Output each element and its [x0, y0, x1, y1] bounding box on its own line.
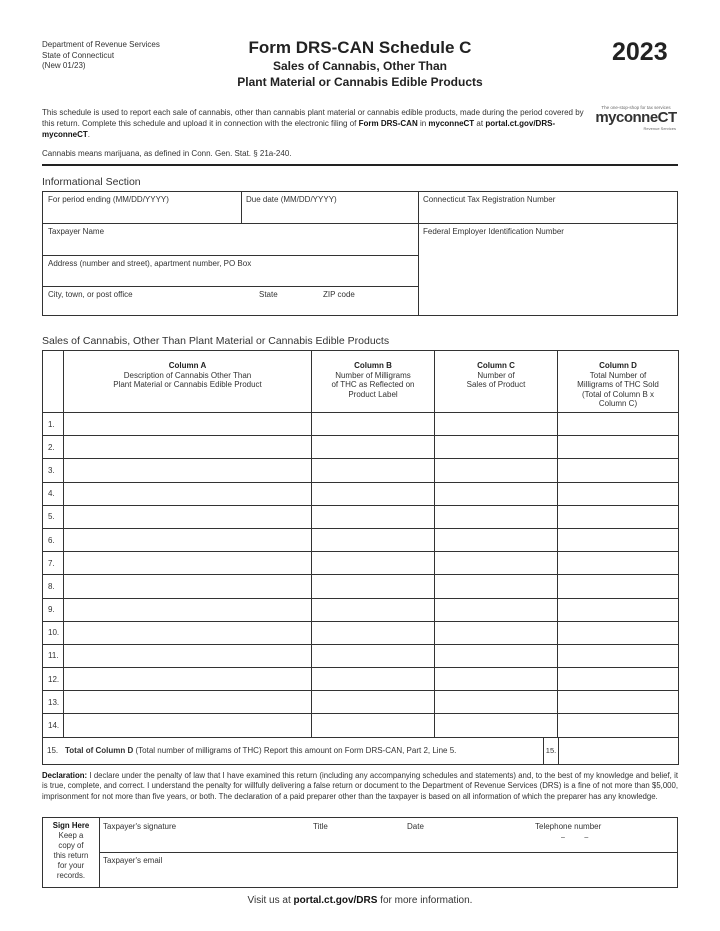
- column-d-cell[interactable]: [558, 436, 679, 459]
- form-subtitle-1: Sales of Cannabis, Other Than: [272, 59, 448, 73]
- sign-here-label: [43, 821, 99, 881]
- column-a-cell[interactable]: [64, 714, 312, 737]
- column-d-cell[interactable]: [558, 505, 679, 528]
- table-row: [43, 575, 679, 598]
- footer-link[interactable]: portal.ct.gov/DRS: [293, 895, 378, 906]
- column-b-cell[interactable]: [312, 459, 435, 482]
- column-c-header: [435, 351, 558, 413]
- column-b-cell[interactable]: [312, 482, 435, 505]
- sign-note: Keep a: [58, 831, 84, 840]
- column-d-cell[interactable]: [558, 668, 679, 691]
- telephone-dashes: – –: [561, 834, 589, 841]
- form-title: Form DRS-CAN Schedule C: [248, 38, 472, 57]
- column-desc: Description of Cannabis Other Than: [123, 370, 252, 380]
- intro-url[interactable]: portal.ct.gov/DRS-myconneCT: [42, 119, 556, 139]
- column-b-cell[interactable]: [312, 714, 435, 737]
- fein-field[interactable]: Federal Employer Identification Number: [423, 227, 564, 236]
- logo-word: myconneCT: [595, 109, 677, 126]
- column-a-cell[interactable]: [64, 668, 312, 691]
- total-row-number-right: 15.: [543, 738, 559, 764]
- table-row: [43, 621, 679, 644]
- intro-text: .: [87, 130, 91, 139]
- row-number: 10.: [43, 621, 64, 644]
- column-a-cell[interactable]: [64, 505, 312, 528]
- column-a-cell[interactable]: [64, 644, 312, 667]
- sign-note: copy of: [58, 841, 84, 850]
- row-number: 5.: [43, 505, 64, 528]
- row-number-header: [43, 351, 64, 413]
- column-desc: of THC as Reflected on: [331, 380, 415, 389]
- table-row: [43, 598, 679, 621]
- column-d-cell[interactable]: [558, 714, 679, 737]
- column-b-cell[interactable]: [312, 552, 435, 575]
- column-d-cell[interactable]: [558, 575, 679, 598]
- info-divider: [43, 286, 418, 287]
- column-b-cell[interactable]: [312, 436, 435, 459]
- header-divider: [42, 164, 678, 166]
- column-d-cell[interactable]: [558, 598, 679, 621]
- title-field[interactable]: Title: [313, 822, 328, 831]
- declaration-label: Declaration:: [42, 771, 88, 780]
- info-divider: [241, 192, 242, 223]
- intro-text: This schedule is used to report each sale of cannabis, other than cannabis plant material or cannabis edible products, made during the period covered by this return. Complete this schedule and upload it in connection with the electronic filing of: [42, 108, 584, 128]
- table-row: [43, 413, 679, 436]
- column-desc: Number of Milligrams: [335, 370, 411, 380]
- taxpayer-name-field[interactable]: Taxpayer Name: [48, 227, 105, 236]
- form-subtitle-2: Plant Material or Cannabis Edible Products: [237, 75, 483, 89]
- column-a-cell[interactable]: [64, 482, 312, 505]
- column-a-cell[interactable]: [64, 459, 312, 482]
- column-desc: (Total of Column B x: [581, 389, 655, 399]
- info-divider: [418, 192, 419, 315]
- column-head: Column A: [168, 361, 207, 370]
- column-c-cell[interactable]: [435, 575, 558, 598]
- column-d-cell[interactable]: [558, 459, 679, 482]
- column-d-cell[interactable]: [558, 482, 679, 505]
- sign-note: records.: [56, 871, 86, 880]
- sign-title: Sign Here: [52, 821, 90, 830]
- table-row: [43, 436, 679, 459]
- column-c-cell[interactable]: [435, 668, 558, 691]
- cannabis-definition: Cannabis means marijuana, as defined in Conn. Gen. Stat. § 21a-240.: [42, 149, 292, 158]
- info-section-title: Informational Section: [42, 176, 141, 188]
- column-c-cell[interactable]: [435, 528, 558, 551]
- column-d-cell[interactable]: [558, 644, 679, 667]
- column-d-cell[interactable]: [558, 552, 679, 575]
- table-row: [43, 691, 679, 714]
- column-b-cell[interactable]: [312, 644, 435, 667]
- column-a-cell[interactable]: [64, 436, 312, 459]
- intro-text: at: [474, 119, 486, 128]
- column-d-cell[interactable]: [558, 528, 679, 551]
- column-c-cell[interactable]: [435, 691, 558, 714]
- row-number: 7.: [43, 552, 64, 575]
- sign-note: for your: [57, 861, 85, 870]
- row-number: 13.: [43, 691, 64, 714]
- row-number: 9.: [43, 598, 64, 621]
- column-c-cell[interactable]: [435, 482, 558, 505]
- zip-field[interactable]: ZIP code: [323, 290, 355, 299]
- column-b-cell[interactable]: [312, 505, 435, 528]
- column-b-cell[interactable]: [312, 598, 435, 621]
- info-divider: [43, 255, 418, 256]
- logo-sub: Revenue Services: [643, 126, 676, 131]
- intro-form-name: Form DRS-CAN: [358, 119, 418, 128]
- row-number: 11.: [43, 644, 64, 667]
- sign-here-box: [42, 817, 678, 888]
- sales-table: [42, 350, 679, 765]
- tax-year: 2023: [612, 38, 668, 66]
- column-b-cell[interactable]: [312, 575, 435, 598]
- row-number: 1.: [43, 413, 64, 436]
- column-c-cell[interactable]: [435, 714, 558, 737]
- info-section-box: [42, 191, 678, 316]
- table-row: [43, 552, 679, 575]
- row-number: 14.: [43, 714, 64, 737]
- table-row: [43, 505, 679, 528]
- column-a-cell[interactable]: [64, 552, 312, 575]
- table-row: [43, 482, 679, 505]
- column-c-cell[interactable]: [435, 621, 558, 644]
- column-b-cell[interactable]: [312, 668, 435, 691]
- myconnect-logo: [590, 105, 682, 139]
- taxpayer-email-field[interactable]: Taxpayer's email: [103, 856, 163, 865]
- column-c-cell[interactable]: [435, 436, 558, 459]
- dept-line: (New 01/23): [42, 61, 86, 70]
- table-row: [43, 644, 679, 667]
- column-desc: Total Number of: [589, 370, 647, 380]
- column-d-cell[interactable]: [558, 691, 679, 714]
- column-d-header: [558, 351, 679, 413]
- total-row-text: (Total number of milligrams of THC) Report this amount on Form DRS-CAN, Part 2, Line 5.: [133, 746, 457, 756]
- row-number: 12.: [43, 668, 64, 691]
- declaration-text: I declare under the penalty of law that I have examined this return (including any accompanying schedules and statements) and, to the best of my knowledge and belief, it is true, complete, and correct. I understand the penalty for willfully delivering a false return or document to the Department of Revenue Services (DRS) is a fine of not more than $5,000, imprisonment for not more than five years, or both. The declaration of a paid preparer other than the taxpayer is based on all information of which the preparer has any knowledge.: [42, 771, 678, 801]
- row-number: 4.: [43, 482, 64, 505]
- column-head: Column B: [354, 361, 392, 370]
- column-desc: Plant Material or Cannabis Edible Product: [113, 380, 262, 389]
- column-a-cell[interactable]: [64, 575, 312, 598]
- column-b-header: [312, 351, 435, 413]
- footer: [0, 895, 720, 906]
- column-d-cell[interactable]: [558, 413, 679, 436]
- total-row-number: 15.: [47, 746, 59, 756]
- dept-line: Department of Revenue Services: [42, 40, 160, 49]
- date-field[interactable]: Date: [407, 822, 424, 831]
- column-c-cell[interactable]: [435, 644, 558, 667]
- column-desc: Column C): [598, 399, 638, 408]
- dept-line: State of Connecticut: [42, 50, 115, 60]
- column-a-cell[interactable]: [64, 691, 312, 714]
- intro-paragraph: [42, 107, 587, 140]
- column-a-cell[interactable]: [64, 413, 312, 436]
- column-b-cell[interactable]: [312, 621, 435, 644]
- total-cell: [43, 737, 679, 764]
- column-a-cell[interactable]: [64, 528, 312, 551]
- row-number: 8.: [43, 575, 64, 598]
- intro-text: in: [417, 119, 429, 128]
- sales-section-title: Sales of Cannabis, Other Than Plant Material or Cannabis Edible Products: [42, 335, 390, 347]
- due-date-field[interactable]: Due date (MM/DD/YYYY): [246, 195, 337, 204]
- row-number: 3.: [43, 459, 64, 482]
- column-a-header: [64, 351, 312, 413]
- column-head: Column D: [599, 361, 637, 370]
- info-divider: [43, 223, 677, 224]
- column-c-cell[interactable]: [435, 552, 558, 575]
- declaration: [42, 771, 678, 802]
- state-field[interactable]: State: [259, 290, 278, 299]
- row-number: 2.: [43, 436, 64, 459]
- column-a-cell[interactable]: [64, 598, 312, 621]
- period-ending-field[interactable]: For period ending (MM/DD/YYYY): [48, 195, 169, 204]
- column-c-cell[interactable]: [435, 413, 558, 436]
- row-number: 6.: [43, 528, 64, 551]
- column-a-cell[interactable]: [64, 621, 312, 644]
- ct-tax-registration-field[interactable]: Connecticut Tax Registration Number: [423, 195, 556, 204]
- table-row: [43, 459, 679, 482]
- sign-divider: [99, 852, 677, 853]
- column-desc: Sales of Product: [466, 380, 526, 389]
- column-b-cell[interactable]: [312, 413, 435, 436]
- column-c-cell[interactable]: [435, 459, 558, 482]
- table-row: [43, 714, 679, 737]
- column-c-cell[interactable]: [435, 505, 558, 528]
- footer-text: for more information.: [377, 895, 473, 906]
- column-b-cell[interactable]: [312, 691, 435, 714]
- total-row: [43, 737, 679, 764]
- sign-note: this return: [53, 851, 89, 860]
- column-desc: Milligrams of THC Sold: [577, 380, 659, 389]
- column-desc: Product Label: [348, 389, 398, 399]
- footer-text: Visit us at: [247, 895, 294, 906]
- telephone-field[interactable]: Telephone number: [535, 822, 602, 831]
- city-field[interactable]: City, town, or post office: [48, 290, 133, 299]
- column-head: Column C: [477, 361, 515, 370]
- table-row: [43, 668, 679, 691]
- column-b-cell[interactable]: [312, 528, 435, 551]
- total-row-bold: Total of Column D: [65, 746, 134, 756]
- column-d-cell[interactable]: [558, 621, 679, 644]
- taxpayer-signature-field[interactable]: Taxpayer's signature: [103, 822, 177, 831]
- table-header-row: [43, 351, 679, 413]
- logo-tagline: The one-stop-shop for tax services: [601, 105, 671, 110]
- total-row-label: [64, 746, 543, 755]
- address-field[interactable]: Address (number and street), apartment number, PO Box: [48, 259, 252, 268]
- column-desc: Number of: [477, 370, 515, 380]
- column-c-cell[interactable]: [435, 598, 558, 621]
- intro-myconnect: myconneCT: [428, 119, 475, 128]
- table-row: [43, 528, 679, 551]
